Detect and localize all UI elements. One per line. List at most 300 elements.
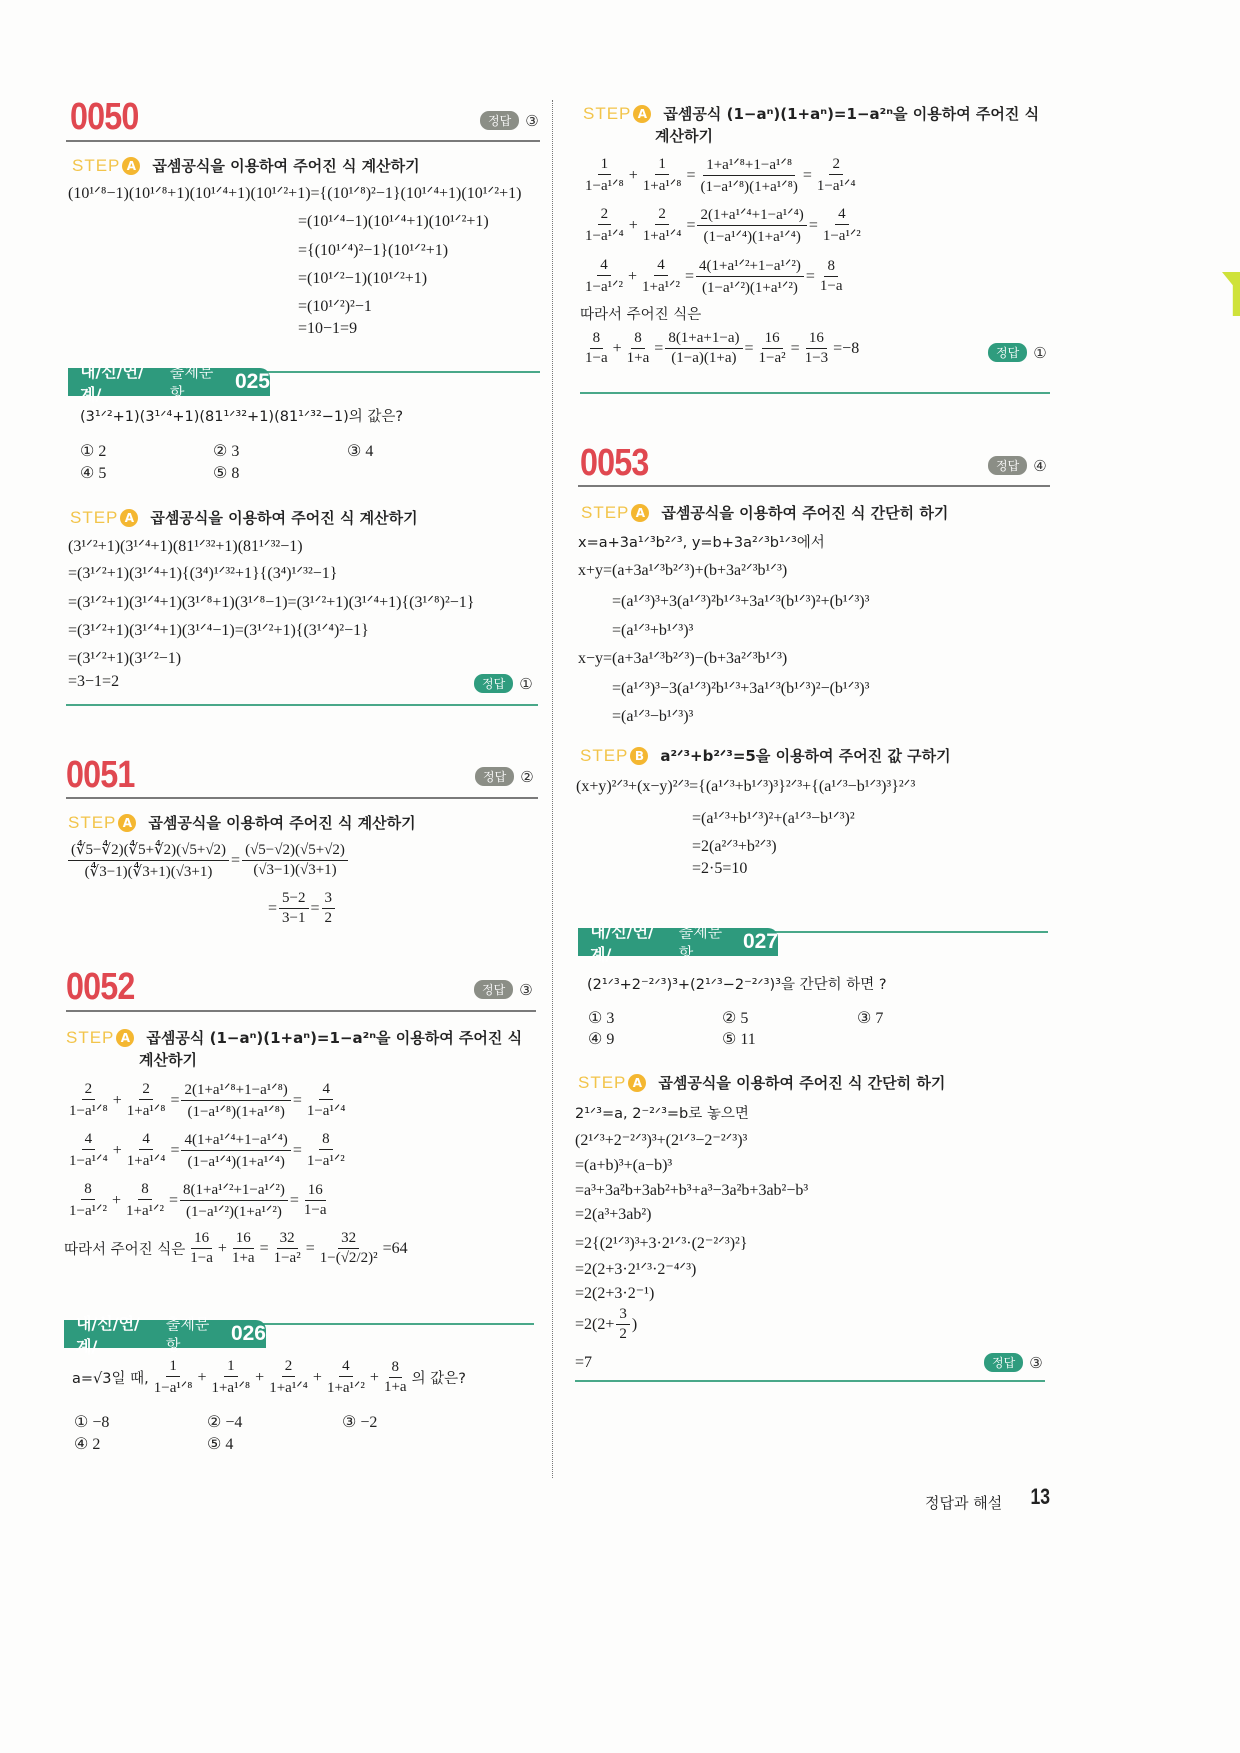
answer-label: 정답 [988,343,1027,362]
math-text: + [612,339,622,357]
math-fraction [124,1131,169,1170]
answer-badge [480,111,539,130]
math-text: 따라서 주어진 식은 [580,307,702,323]
banner-prefix: 내/신/연/계/ [590,922,654,964]
answer-value: ③ [525,111,539,130]
math-line [575,1354,592,1372]
fraction-numerator: 8 [81,1181,95,1200]
answer-badge [474,980,533,999]
math-fraction [181,1130,290,1171]
fraction-denominator: 1−a [190,1250,213,1266]
banner-label: 출제문항 [165,1315,210,1354]
fraction-denominator: 1+a¹ᐟ⁸ [642,178,682,194]
math-text: =(a¹ᐟ³)³−3(a¹ᐟ³)²b¹ᐟ³+3a¹ᐟ³(b¹ᐟ³)²−(b¹ᐟ³)³ [612,680,870,697]
math-fraction [616,1306,630,1343]
step-heading [581,502,948,523]
fraction-numerator: 1 [166,1358,180,1377]
step-label: STEP [580,745,629,765]
step-heading-cont [655,125,713,146]
math-text: = [170,1091,180,1109]
math-fraction [208,1358,253,1397]
answer-label: 정답 [988,456,1027,475]
math-text: x+y=(a+3a¹ᐟ³b²ᐟ³)+(b+3a²ᐟ³b¹ᐟ³) [578,562,788,579]
step-title: 곱셈공식을 이용하여 주어진 식 계산하기 [148,814,416,832]
fraction-numerator: 5−2 [279,890,308,909]
math-text: + [217,1239,227,1257]
math-line [64,1180,332,1221]
math-text: =3−1=2 [68,673,120,690]
fraction-numerator: 2 [82,1081,96,1100]
math-fraction [582,156,627,195]
math-text: =2(2+ [575,1315,615,1333]
fraction-numerator: 8 [319,1131,333,1150]
footer-label: 정답과 해설 [925,1494,1003,1512]
math-line [68,183,521,203]
math-text: = [292,1091,302,1109]
math-fraction [271,1230,304,1267]
section-rule [575,1380,1045,1382]
answer-label: 정답 [984,1353,1023,1372]
step-letter-icon: A [631,504,649,522]
step-title: 곱셈공식 (1−aⁿ)(1+aⁿ)=1−a²ⁿ을 이용하여 주어진 식 [146,1029,523,1047]
question-text [72,1358,466,1397]
fraction-denominator: 1−a¹ᐟ² [585,279,623,295]
fraction-numerator: 2 [655,206,669,225]
math-line [298,296,372,316]
fraction-denominator: 1+a¹ᐟ⁴ [642,228,682,244]
math-line [578,560,787,580]
answer-badge [474,674,533,693]
fraction-numerator: 1 [224,1358,238,1377]
fraction-denominator: 1−a¹ᐟ⁸ [69,1103,108,1119]
math-line [580,303,701,324]
banner-prefix: 내/신/연/계/ [80,362,144,404]
fraction-denominator: 1−a [585,350,608,366]
math-text: (3¹ᐟ²+1)(3¹ᐟ⁴+1)(81¹ᐟ³²+1)(81¹ᐟ³²−1) [68,538,303,555]
math-line [575,1283,654,1303]
math-text: =(a+b)³+(a−b)³ [575,1157,673,1174]
fraction-denominator: 1−a² [758,350,786,366]
linked-question-banner [578,922,778,964]
math-text: =(3¹ᐟ²+1)(3¹ᐟ⁴+1)(3¹ᐟ⁴−1)=(3¹ᐟ²+1){(3¹ᐟ⁴)²−1} [68,622,369,639]
fraction-numerator: 32 [338,1230,359,1249]
step-heading [66,1027,522,1048]
math-text: (3¹ᐟ²+1)(3¹ᐟ⁴+1)(81¹ᐟ³²+1)(81¹ᐟ³²−1)의 값은? [80,409,404,425]
math-text: =(10¹ᐟ⁴−1)(10¹ᐟ⁴+1)(10¹ᐟ²+1) [298,213,489,230]
math-fraction [279,890,308,927]
column-divider [552,100,553,1478]
math-line [580,155,861,196]
page-number: 13 [1030,1484,1051,1509]
math-line [578,531,825,552]
fraction-denominator: 1−3 [804,350,829,366]
math-fraction [817,258,846,295]
math-fraction [301,1182,330,1219]
math-text: = [231,851,241,869]
step-letter-icon: B [630,747,648,765]
math-line [612,706,693,726]
fraction-denominator: 1−a² [273,1250,301,1266]
banner-label: 출제문항 [678,923,723,962]
math-text: = [802,166,812,184]
math-line [578,648,787,668]
math-text: =10−1=9 [298,320,358,337]
math-text: =2{(2¹ᐟ³)³+3·2¹ᐟ³·(2⁻²ᐟ³)²} [575,1235,748,1252]
fraction-numerator: 16 [305,1182,326,1201]
math-fraction [266,1358,311,1397]
fraction-denominator: 3−1 [282,910,306,926]
step-label: STEP [68,812,117,832]
math-line [298,240,448,260]
math-fraction [304,1131,348,1170]
math-line [580,205,866,246]
answer-badge [988,343,1047,362]
fraction-denominator: (1−a¹ᐟ⁴)(1+a¹ᐟ⁴) [187,1154,285,1170]
fraction-numerator: 4 [82,1131,96,1150]
choice-3: ③ 7 [857,1010,884,1027]
banner-label: 출제문항 [169,363,214,402]
math-line [692,808,855,828]
title-rule [66,1010,536,1012]
math-fraction [820,206,864,245]
choice-5: ⑤ 11 [722,1031,756,1048]
fraction-numerator: 16 [233,1230,254,1249]
math-text: =2(2+3·2⁻¹) [575,1285,655,1302]
fraction-denominator: 1+a¹ᐟ² [642,279,680,295]
fraction-denominator: 1−a¹ᐟ⁴ [69,1153,108,1169]
step-label: STEP [70,507,119,527]
math-text: = [292,1141,302,1159]
math-text: x−y=(a+3a¹ᐟ³b²ᐟ³)−(b+3a²ᐟ³b¹ᐟ³) [578,650,788,667]
math-text: =2(a²ᐟ³+b²ᐟ³) [692,838,777,855]
step-heading [578,1072,945,1093]
fraction-denominator: 1+a [626,350,650,366]
math-line [68,620,369,640]
fraction-numerator: 8 [631,330,645,349]
math-text: = [686,166,696,184]
math-text: = [259,1239,269,1257]
math-line [66,840,350,881]
fraction-denominator: 2 [324,910,333,926]
fraction-denominator: (∜3−1)(∜3+1)(√3+1) [84,864,213,880]
math-text: =−8 [833,339,860,357]
answer-label: 정답 [480,111,519,130]
math-line [298,268,427,288]
fraction-numerator: 16 [762,330,783,349]
math-text: =(3¹ᐟ²+1)(3¹ᐟ⁴+1)(3¹ᐟ⁸+1)(3¹ᐟ⁸−1)=(3¹ᐟ²+1)(3¹ᐟ⁴+1){(3¹ᐟ⁸)²−1} [68,594,475,611]
question-text [587,973,887,994]
fraction-numerator: (√5−√2)(√5+√2) [242,842,348,861]
answer-value: ② [520,767,534,786]
step-title: 곱셈공식 (1−aⁿ)(1+aⁿ)=1−a²ⁿ을 이용하여 주어진 식 [663,105,1040,123]
math-line [298,320,357,338]
math-fraction [181,1080,290,1121]
math-line [580,256,848,297]
fraction-numerator: 2 [829,156,843,175]
choice-2: ② 5 [722,1010,749,1027]
section-rule [66,704,538,706]
answer-label: 정답 [474,674,513,693]
fraction-numerator: 8 [138,1181,152,1200]
answer-value: ③ [519,980,533,999]
step-title-cont: 계산하기 [139,1051,197,1069]
math-text: = [654,339,664,357]
fraction-denominator: (1−a¹ᐟ²)(1+a¹ᐟ²) [185,1204,282,1220]
fraction-numerator: 8(1+a¹ᐟ²+1−a¹ᐟ²) [180,1180,288,1201]
fraction-denominator: 1+a¹ᐟ² [126,1203,164,1219]
math-fraction [229,1230,258,1267]
fraction-denominator: 1−a¹ᐟ² [306,1153,345,1169]
math-text: = [790,339,800,357]
math-line [68,648,181,668]
math-text: (2¹ᐟ³+2⁻²ᐟ³)³+(2¹ᐟ³−2⁻²ᐟ³)³ [575,1132,748,1149]
math-text: =64 [382,1239,408,1257]
choice-2: ② −4 [207,1414,243,1431]
fraction-denominator: (1−a¹ᐟ²)(1+a¹ᐟ²) [701,280,798,296]
math-fraction [66,1181,110,1220]
fraction-numerator: 8 [824,258,838,277]
math-text: = [744,339,754,357]
math-fraction [242,842,348,879]
title-rule [578,485,1050,487]
fraction-numerator: 16 [191,1230,212,1249]
fraction-numerator: 1 [598,156,612,175]
step-heading [580,745,951,766]
math-fraction [123,1181,167,1220]
math-line [612,678,869,698]
fraction-denominator: (1−a¹ᐟ⁴)(1+a¹ᐟ⁴) [703,229,801,245]
math-fraction [151,1358,196,1397]
fraction-numerator: 4 [319,1081,333,1100]
math-line [575,1157,672,1175]
math-text: = [805,267,815,285]
math-fraction [324,1358,368,1397]
fraction-numerator: 2 [282,1358,296,1377]
fraction-numerator: 4 [597,257,611,276]
math-text: + [255,1368,265,1386]
fraction-denominator: 1−(√2/2)² [319,1250,378,1266]
answer-value: ④ [1033,456,1047,475]
choice-3: ③ 4 [347,443,374,460]
banner-number: 026 [230,1322,266,1345]
fraction-denominator: 1+a¹ᐟ⁸ [126,1103,166,1119]
choice-2: ② 3 [213,443,240,460]
math-text: + [111,1191,121,1209]
math-fraction [68,840,229,881]
linked-question-banner [68,362,270,404]
question-text [80,405,403,426]
step-heading [68,812,416,833]
math-fraction [665,330,742,367]
math-line [692,860,747,878]
step-letter-icon: A [116,1029,134,1047]
math-fraction [696,256,804,297]
page-edge-tab [1222,272,1240,316]
math-text: = [268,899,278,917]
banner-number: 025 [234,370,270,393]
math-fraction [187,1230,216,1267]
math-text: =(10¹ᐟ²)²−1 [298,298,372,315]
fraction-denominator: 1+a¹ᐟ² [326,1380,365,1396]
fraction-denominator: 1+a [231,1250,255,1266]
fraction-numerator: 8 [389,1359,403,1378]
fraction-denominator: 1+a¹ᐟ⁴ [126,1153,166,1169]
step-title: a²ᐟ³+b²ᐟ³=5을 이용하여 주어진 값 구하기 [660,747,951,765]
fraction-numerator: 2(1+a¹ᐟ⁴+1−a¹ᐟ⁴) [697,205,806,226]
math-text: + [369,1368,379,1386]
math-line [612,591,869,611]
problem-number: 0050 [70,96,139,138]
math-text: = [289,1191,299,1209]
math-line [64,1130,350,1171]
math-text: =(a¹ᐟ³+b¹ᐟ³)²+(a¹ᐟ³−b¹ᐟ³)² [692,810,855,827]
fraction-numerator: 4 [654,257,668,276]
math-fraction [381,1359,410,1396]
math-line [68,536,303,556]
math-line [575,1102,749,1123]
fraction-numerator: 4(1+a¹ᐟ⁴+1−a¹ᐟ⁴) [181,1130,290,1151]
math-fraction [802,330,831,367]
math-fraction [582,330,611,367]
step-letter-icon: A [633,105,651,123]
fraction-numerator: 2(1+a¹ᐟ⁸+1−a¹ᐟ⁸) [181,1080,290,1101]
step-label: STEP [578,1072,627,1092]
choice-3: ③ −2 [342,1414,378,1431]
answer-label: 정답 [474,980,513,999]
step-label: STEP [66,1027,115,1047]
math-text: =2·5=10 [692,860,748,877]
step-letter-icon: A [120,509,138,527]
answer-badge [984,1353,1043,1372]
step-label: STEP [581,502,630,522]
math-text: 2¹ᐟ³=a, 2⁻²ᐟ³=b로 놓으면 [575,1106,749,1122]
problem-number: 0051 [66,754,135,796]
step-heading [70,507,418,528]
step-label: STEP [583,103,632,123]
math-text: x=a+3a¹ᐟ³b²ᐟ³, y=b+3a²ᐟ³b¹ᐟ³에서 [578,535,825,551]
math-text: = [310,899,320,917]
math-text: + [112,1141,122,1159]
math-text: =2(a³+3ab²) [575,1206,652,1223]
step-title: 곱셈공식을 이용하여 주어진 식 계산하기 [152,157,420,175]
fraction-numerator: 4 [835,206,849,225]
title-rule [66,140,540,142]
math-fraction [639,257,683,296]
math-line [575,1306,637,1343]
math-text: = [305,1239,315,1257]
math-line [575,1182,808,1200]
math-text: =(3¹ᐟ²+1)(3¹ᐟ⁴+1){(3⁴)¹ᐟ³²+1}{(3⁴)¹ᐟ³²−1} [68,565,338,582]
fraction-denominator: 1−a¹ᐟ⁴ [816,178,856,194]
math-text: = [170,1141,180,1159]
fraction-denominator: 1−a [819,278,843,294]
answer-value: ① [1033,343,1047,362]
step-title-cont: 계산하기 [655,127,713,145]
math-text: ={(10¹ᐟ⁴)²−1}(10¹ᐟ²+1) [298,242,449,259]
fraction-numerator: 32 [277,1230,298,1249]
math-fraction [582,257,626,296]
fraction-denominator: (1−a¹ᐟ⁸)(1+a¹ᐟ⁸) [187,1104,285,1120]
math-fraction [66,1131,111,1170]
math-text: =(a¹ᐟ³−b¹ᐟ³)³ [612,708,694,725]
math-fraction [814,156,859,195]
math-text: =(a¹ᐟ³)³+3(a¹ᐟ³)²b¹ᐟ³+3a¹ᐟ³(b¹ᐟ³)²+(b¹ᐟ³)³ [612,593,870,610]
math-text: = [808,216,818,234]
fraction-denominator: 1−a¹ᐟ⁴ [585,228,624,244]
math-line [612,620,693,640]
step-letter-icon: A [628,1074,646,1092]
math-text: = [168,1191,178,1209]
choice-4: ④ 9 [588,1031,615,1048]
choice-4: ④ 2 [74,1436,101,1453]
choice-1: ① 3 [588,1010,615,1027]
math-text: (2¹ᐟ³+2⁻²ᐟ³)³+(2¹ᐟ³−2⁻²ᐟ³)³을 간단히 하면 ? [587,977,887,993]
fraction-denominator: (√3−1)(√3+1) [253,862,337,878]
fraction-denominator: 1−a¹ᐟ⁴ [306,1103,346,1119]
math-fraction [66,1081,111,1120]
title-rule [66,797,538,799]
choice-1: ① −8 [74,1414,110,1431]
step-letter-icon: A [122,157,140,175]
math-text: + [628,216,638,234]
math-text: =7 [575,1354,593,1371]
math-line [298,211,489,231]
math-line [575,1130,747,1150]
fraction-numerator: 8(1+a+1−a) [665,330,742,349]
choice-5: ⑤ 4 [207,1436,234,1453]
math-text: =(10¹ᐟ²−1)(10¹ᐟ²+1) [298,270,428,287]
step-title: 곱셈공식을 이용하여 주어진 식 간단히 하기 [661,504,949,522]
math-fraction [304,1081,349,1120]
fraction-numerator: 3 [616,1306,630,1325]
fraction-numerator: 3 [322,890,336,909]
section-rule [580,392,1050,394]
fraction-denominator: 2 [619,1326,627,1342]
fraction-numerator: 16 [806,330,827,349]
math-line [68,563,337,583]
math-line [575,1259,696,1279]
math-text: =(a¹ᐟ³+b¹ᐟ³)³ [612,622,694,639]
fraction-denominator: 1−a¹ᐟ² [822,228,861,244]
step-letter-icon: A [118,814,136,832]
problem-number: 0052 [66,966,135,1008]
fraction-numerator: 2 [598,206,612,225]
step-title: 곱셈공식을 이용하여 주어진 식 계산하기 [150,509,418,527]
fraction-denominator: 1+a¹ᐟ⁴ [269,1380,308,1396]
step-heading [72,155,420,176]
math-fraction [697,205,806,246]
answer-value: ① [519,674,533,693]
step-heading [583,103,1039,124]
fraction-denominator: 1+a [383,1379,407,1395]
math-text: a=√3일 때, [72,1371,149,1387]
answer-badge [475,767,534,786]
fraction-numerator: (∜5−∜2)(∜5+∜2)(√5+√2) [68,840,229,861]
fraction-denominator: 1−a¹ᐟ⁸ [585,178,624,194]
problem-number: 0053 [580,442,649,484]
math-line [575,1233,748,1253]
math-line [576,776,915,796]
math-fraction [624,330,653,367]
math-text: 의 값은? [411,1371,466,1387]
choice-4: ④ 5 [80,465,107,482]
math-fraction [756,330,789,367]
fraction-numerator: 1 [655,156,669,175]
fraction-numerator: 4(1+a¹ᐟ²+1−a¹ᐟ²) [696,256,804,277]
linked-question-banner [64,1314,266,1356]
math-text: (10¹ᐟ⁸−1)(10¹ᐟ⁸+1)(10¹ᐟ⁴+1)(10¹ᐟ²+1)={(10¹ᐟ⁸)²−1}(10¹ᐟ⁴+1)(10¹ᐟ²+1) [68,185,522,202]
choice-5: ⑤ 8 [213,465,240,482]
